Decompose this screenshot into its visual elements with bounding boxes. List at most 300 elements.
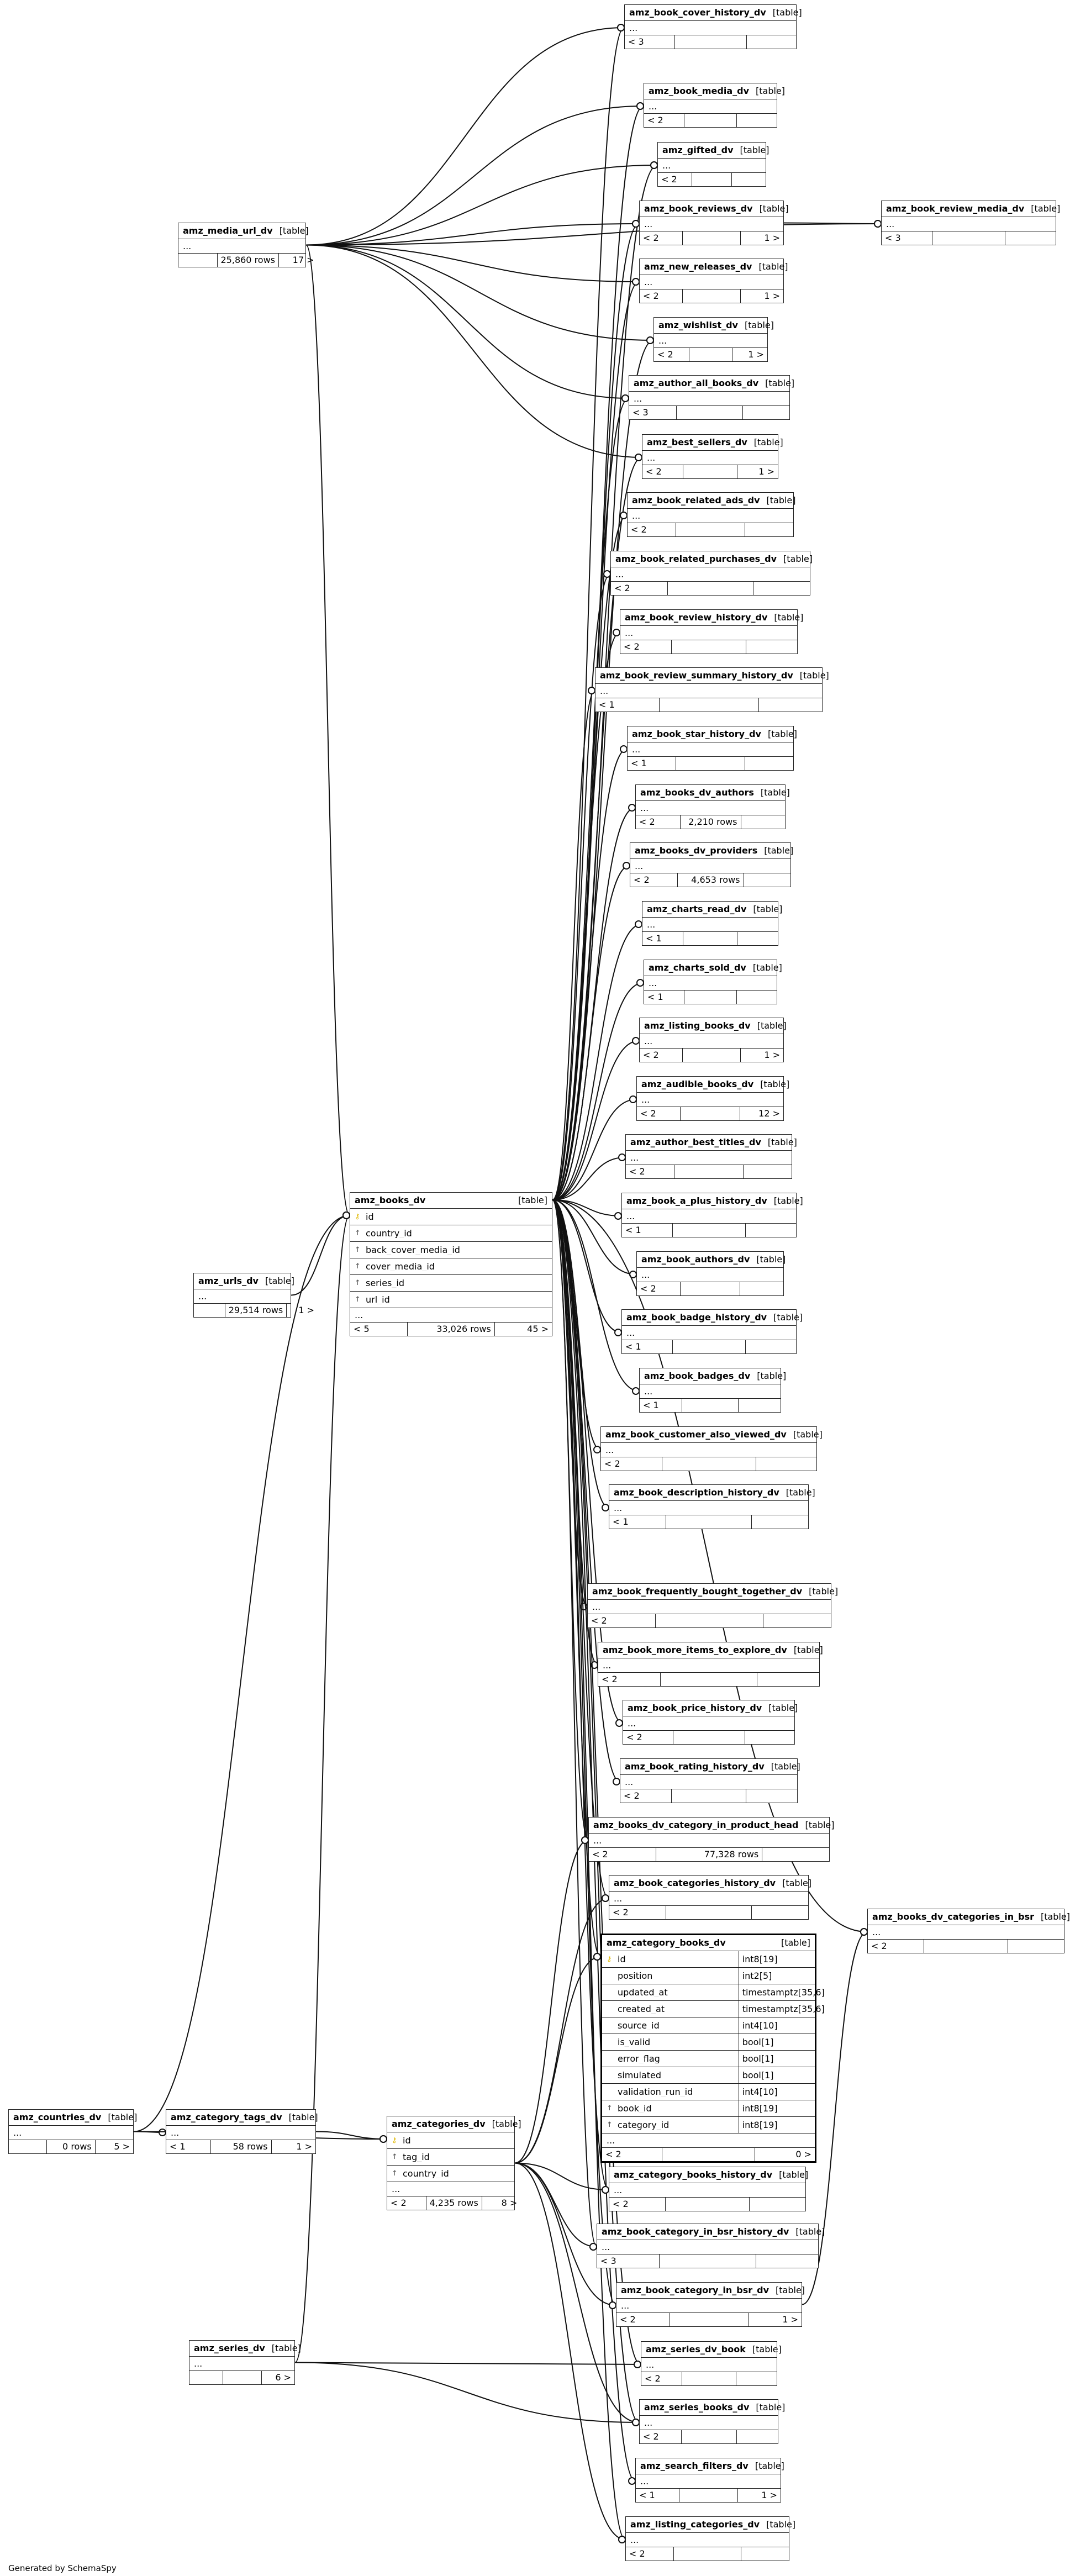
table-name[interactable]: amz_category_tags_dv — [171, 2112, 282, 2122]
row-count: 0 rows — [46, 2140, 96, 2153]
outgoing-relationships-count — [747, 35, 797, 49]
row-count — [666, 1906, 752, 1919]
table-type-tag: [table] — [805, 1820, 835, 1830]
table-footer — [628, 523, 793, 536]
row-count — [670, 2313, 749, 2326]
column-name-cell — [350, 1262, 552, 1271]
incoming-relationships-count: < 1 — [646, 933, 662, 944]
table-header — [622, 1310, 803, 1326]
columns-collapsed-ellipsis: ... — [640, 275, 783, 289]
table-name[interactable]: amz_book_price_history_dv — [628, 1703, 762, 1713]
columns-collapsed-ellipsis: ... — [597, 2240, 818, 2254]
row-count — [676, 757, 745, 770]
table-name[interactable]: amz_books_dv_providers — [635, 845, 758, 856]
table-node-amz-media-url-dv[interactable] — [178, 223, 314, 267]
table-node-amz-listing-books-dv[interactable] — [639, 1018, 787, 1062]
table-type-tag: [table] — [782, 1878, 812, 1888]
table-name[interactable]: amz_book_description_history_dv — [614, 1487, 779, 1498]
table-header — [630, 843, 794, 859]
outgoing-relationships-count — [745, 757, 793, 770]
table-header — [611, 551, 813, 567]
row-count — [671, 1789, 746, 1803]
table-name[interactable]: amz_book_rating_history_dv — [625, 1761, 765, 1772]
relationship-line — [306, 245, 653, 341]
table-name[interactable]: amz_book_badge_history_dv — [626, 1312, 767, 1323]
column-type: timestamptz[35,6] — [739, 1984, 825, 2000]
column-row[interactable] — [350, 1292, 552, 1308]
table-header — [640, 2400, 786, 2416]
table-name[interactable]: amz_series_dv — [194, 2343, 265, 2353]
outgoing-relationships-count — [756, 2254, 818, 2268]
column-name-cell — [602, 2038, 739, 2047]
table-name[interactable]: amz_book_related_ads_dv — [632, 495, 760, 505]
table-header — [625, 5, 802, 21]
table-footer — [640, 1399, 781, 1412]
crowsfoot-marker — [629, 2478, 635, 2484]
table-node-amz-book-review-history-dv[interactable] — [620, 609, 804, 654]
columns-collapsed-ellipsis: ... — [588, 1600, 831, 1614]
table-node-amz-book-star-history-dv[interactable] — [627, 726, 797, 771]
outgoing-relationships-count — [759, 698, 823, 712]
table-type-tag: [table] — [768, 1703, 798, 1713]
incoming-relationships-count: < 2 — [640, 1108, 656, 1119]
table-name[interactable]: amz_book_cover_history_dv — [629, 7, 766, 18]
table-node-amz-books-dv-authors[interactable] — [635, 784, 790, 829]
row-count — [671, 640, 746, 654]
column-name-cell — [602, 2088, 739, 2096]
row-count: 2,210 rows — [680, 815, 741, 829]
table-node-amz-book-related-ads-dv[interactable] — [627, 492, 794, 537]
table-node-amz-gifted-dv[interactable] — [657, 142, 769, 187]
table-name[interactable]: amz_book_review_summary_history_dv — [600, 670, 793, 681]
column-row[interactable] — [602, 2001, 825, 2017]
table-node-amz-wishlist-dv[interactable] — [653, 317, 774, 362]
table-node-amz-book-category-in-bsr-dv[interactable] — [616, 2282, 805, 2327]
table-footer — [629, 406, 789, 419]
table-name[interactable]: amz_book_review_media_dv — [886, 203, 1025, 214]
incoming-relationships-count: < 2 — [614, 583, 630, 593]
crowsfoot-marker — [620, 746, 627, 752]
incoming-relationships-count: < 2 — [613, 1907, 629, 1917]
relationship-line — [306, 245, 350, 1216]
row-count — [666, 1515, 752, 1529]
table-node-amz-book-a-plus-history-dv[interactable] — [621, 1193, 803, 1237]
columns-collapsed-ellipsis: ... — [609, 1501, 808, 1515]
columns-collapsed-ellipsis: ... — [598, 1658, 819, 1673]
table-node-amz-book-categories-history-dv[interactable] — [609, 1875, 812, 1920]
table-name[interactable]: amz_media_url_dv — [183, 225, 273, 236]
table-header — [622, 1193, 803, 1209]
columns-collapsed-ellipsis: ... — [622, 1326, 796, 1340]
column-row[interactable] — [602, 2100, 815, 2117]
table-header — [642, 435, 783, 451]
row-count — [684, 114, 737, 127]
table-node-amz-category-books-history-dv[interactable] — [609, 2167, 809, 2211]
columns-collapsed-ellipsis: ... — [644, 976, 777, 991]
table-type-tag: [table] — [740, 145, 769, 155]
table-footer — [630, 873, 790, 887]
incoming-relationships-count: < 1 — [599, 699, 615, 710]
table-type-tag: [table] — [774, 612, 804, 623]
column-name-cell — [602, 2104, 739, 2113]
table-header — [597, 2224, 825, 2240]
outgoing-relationships-count — [746, 1224, 796, 1237]
table-node-amz-book-description-history-dv[interactable] — [609, 1484, 815, 1529]
incoming-relationships-count: < 2 — [604, 1458, 620, 1469]
table-type-tag: [table] — [764, 845, 794, 856]
outgoing-relationships-count — [744, 1165, 792, 1178]
incoming-relationships-count: < 2 — [391, 2198, 407, 2208]
foreign-key-icon: ↑ — [607, 2121, 613, 2129]
crowsfoot-marker — [343, 1212, 350, 1219]
table-node-amz-search-filters-dv[interactable] — [635, 2458, 784, 2503]
table-node-amz-book-rating-history-dv[interactable] — [620, 1758, 798, 1803]
table-type-tag: [table] — [783, 554, 813, 564]
table-node-amz-charts-read-dv[interactable] — [642, 901, 783, 946]
table-name[interactable]: amz_series_books_dv — [644, 2402, 750, 2412]
column-row[interactable] — [602, 1984, 825, 2001]
crowsfoot-marker — [582, 1837, 588, 1843]
table-header — [609, 2167, 809, 2183]
table-node-amz-book-media-dv[interactable] — [644, 83, 786, 128]
relationship-line — [291, 1215, 350, 1295]
outgoing-relationships-count — [762, 1848, 829, 1861]
columns-collapsed-ellipsis: ... — [626, 2533, 789, 2547]
table-node-amz-book-more-items-to-explore-dv[interactable] — [598, 1642, 823, 1687]
outgoing-relationships-count — [737, 114, 777, 127]
outgoing-relationships-count — [763, 1614, 831, 1627]
table-node-amz-author-all-books-dv[interactable] — [629, 375, 795, 420]
relationship-line — [295, 2363, 639, 2423]
table-name[interactable]: amz_wishlist_dv — [658, 320, 738, 330]
table-name[interactable]: amz_audible_books_dv — [641, 1079, 754, 1089]
table-node-amz-book-customer-also-viewed-dv[interactable] — [600, 1426, 823, 1471]
columns-collapsed-ellipsis: ... — [640, 1384, 781, 1399]
outgoing-relationships-count — [744, 873, 791, 887]
table-node-amz-book-review-summary-history-dv[interactable] — [595, 667, 829, 712]
table-node-amz-new-releases-dv[interactable] — [639, 259, 788, 303]
column-row[interactable] — [350, 1242, 552, 1258]
columns-collapsed-ellipsis: ... — [642, 918, 778, 932]
table-name[interactable]: amz_series_dv_book — [646, 2344, 746, 2354]
table-node-amz-book-reviews-dv[interactable] — [639, 201, 789, 245]
table-name[interactable]: amz_listing_books_dv — [644, 1020, 751, 1031]
table-header — [609, 1876, 812, 1892]
table-node-amz-book-authors-dv[interactable] — [636, 1251, 784, 1296]
table-type-tag: [table] — [793, 1645, 823, 1655]
table-name[interactable]: amz_best_sellers_dv — [647, 437, 747, 447]
table-type-tag: [table] — [757, 1020, 787, 1031]
outgoing-relationships-count: 1 > — [758, 466, 774, 477]
row-count — [674, 35, 747, 49]
table-header — [609, 1485, 815, 1501]
foreign-key-icon: ↑ — [392, 2153, 398, 2161]
outgoing-relationships-count: 8 > — [501, 2198, 518, 2208]
table-footer — [644, 991, 777, 1004]
table-type-tag: [table] — [265, 1276, 294, 1286]
column-row[interactable] — [602, 2067, 815, 2084]
columns-collapsed-ellipsis: ... — [629, 392, 789, 406]
table-name[interactable]: amz_books_dv — [355, 1195, 426, 1205]
column-row[interactable] — [602, 2117, 815, 2134]
foreign-key-icon: ↑ — [355, 1246, 361, 1254]
column-name: url_id — [366, 1295, 390, 1304]
table-name[interactable]: amz_charts_sold_dv — [649, 962, 746, 973]
columns-collapsed-ellipsis: ... — [166, 2126, 315, 2140]
table-type-tag: [table] — [760, 787, 790, 798]
table-name[interactable]: amz_book_categories_history_dv — [614, 1878, 776, 1888]
column-row[interactable] — [602, 1968, 815, 1984]
table-name[interactable]: amz_charts_read_dv — [647, 904, 747, 914]
table-name[interactable]: amz_book_star_history_dv — [632, 729, 761, 739]
outgoing-relationships-count — [756, 1457, 817, 1471]
crowsfoot-marker — [632, 1388, 639, 1394]
incoming-relationships-count: < 1 — [643, 1400, 659, 1410]
table-name[interactable]: amz_countries_dv — [13, 2112, 102, 2122]
table-footer — [588, 1614, 831, 1627]
table-name[interactable]: amz_book_review_history_dv — [625, 612, 768, 623]
column-type: int4[10] — [739, 2084, 815, 2100]
table-header — [868, 1909, 1070, 1925]
table-node-amz-book-price-history-dv[interactable] — [623, 1700, 798, 1745]
row-count — [682, 231, 741, 245]
row-count — [673, 2547, 742, 2561]
columns-collapsed-ellipsis: ... — [595, 684, 822, 698]
table-node-amz-series-dv-book[interactable] — [641, 2341, 782, 2386]
table-node-amz-book-badges-dv[interactable] — [639, 1368, 787, 1413]
column-name: cover_media_id — [366, 1262, 435, 1271]
table-type-tag: [table] — [772, 7, 802, 18]
outgoing-relationships-count: 1 > — [761, 2490, 777, 2500]
table-type-tag: [table] — [759, 203, 789, 214]
table-type-tag: [table] — [492, 2119, 521, 2129]
column-name: country_id — [403, 2169, 449, 2178]
table-node-amz-urls-dv[interactable] — [193, 1273, 315, 1318]
table-node-amz-book-review-media-dv[interactable] — [881, 201, 1061, 245]
table-node-amz-books-dv-categories-in-bsr[interactable] — [867, 1909, 1070, 1953]
table-footer — [622, 1224, 796, 1237]
crowsfoot-marker — [620, 512, 627, 519]
column-row[interactable] — [350, 1225, 552, 1242]
crowsfoot-marker — [635, 454, 642, 461]
incoming-relationships-count: < 2 — [602, 1674, 618, 1684]
table-name[interactable]: amz_book_category_in_bsr_history_dv — [602, 2226, 789, 2237]
column-name: error_flag — [618, 2054, 660, 2063]
crowsfoot-marker — [622, 395, 629, 402]
incoming-relationships-count: < 1 — [639, 2490, 655, 2500]
column-row[interactable] — [602, 2051, 815, 2067]
column-name: back_cover_media_id — [366, 1245, 460, 1255]
table-name[interactable]: amz_book_related_purchases_dv — [615, 554, 777, 564]
table-node-amz-category-books-dv[interactable] — [600, 1934, 825, 2163]
table-name[interactable]: amz_books_dv_authors — [640, 787, 754, 798]
table-footer — [611, 582, 810, 595]
outgoing-relationships-count — [746, 1340, 796, 1353]
table-header — [628, 726, 797, 742]
table-header — [623, 1700, 798, 1716]
table-name[interactable]: amz_book_authors_dv — [641, 1254, 750, 1265]
crowsfoot-marker — [629, 804, 635, 811]
table-node-amz-series-books-dv[interactable] — [639, 2399, 786, 2444]
table-node-amz-books-dv-category-in-product-head[interactable] — [588, 1817, 835, 1862]
table-name[interactable]: amz_books_dv_categories_in_bsr — [872, 1911, 1034, 1922]
column-row[interactable] — [387, 2132, 514, 2149]
table-name[interactable]: amz_book_more_items_to_explore_dv — [603, 1645, 787, 1655]
incoming-relationships-count: < 2 — [624, 1790, 640, 1801]
column-name: tag_id — [403, 2152, 430, 2162]
row-count — [932, 231, 1006, 245]
table-header — [641, 2342, 782, 2358]
row-count — [682, 1399, 739, 1412]
table-node-amz-author-best-titles-dv[interactable] — [625, 1134, 797, 1179]
incoming-relationships-count — [178, 254, 217, 267]
columns-collapsed-ellipsis: ... — [882, 217, 1056, 231]
incoming-relationships-count: < 1 — [170, 2141, 186, 2152]
outgoing-relationships-count — [752, 1515, 808, 1529]
row-count: 4,235 rows — [426, 2196, 482, 2210]
columns-collapsed-ellipsis: ... — [601, 1443, 816, 1457]
column-name-cell — [602, 1988, 739, 1997]
column-name-cell — [350, 1279, 552, 1288]
table-node-amz-best-sellers-dv[interactable] — [642, 434, 783, 479]
column-type: bool[1] — [739, 2067, 815, 2083]
columns-collapsed-ellipsis: ... — [623, 1716, 794, 1731]
crowsfoot-marker — [874, 220, 881, 227]
columns-collapsed-ellipsis: ... — [637, 1093, 783, 1107]
relationship-line — [306, 224, 881, 245]
table-node-amz-countries-dv[interactable] — [8, 2109, 138, 2154]
table-name[interactable]: amz_author_best_titles_dv — [630, 1137, 761, 1147]
crowsfoot-marker — [632, 278, 639, 285]
columns-collapsed-ellipsis: ... — [626, 1151, 792, 1165]
table-name[interactable]: amz_book_badges_dv — [644, 1371, 751, 1381]
columns-collapsed-ellipsis: ... — [609, 2183, 805, 2198]
incoming-relationships-count: < 3 — [632, 407, 649, 418]
table-footer — [598, 1673, 819, 1686]
table-footer — [616, 2313, 802, 2326]
crowsfoot-marker — [609, 2302, 616, 2309]
table-name[interactable]: amz_book_media_dv — [649, 86, 749, 96]
incoming-relationships-count: < 2 — [634, 875, 650, 885]
column-row[interactable] — [350, 1209, 552, 1225]
table-name[interactable]: amz_gifted_dv — [662, 145, 734, 155]
column-row[interactable] — [602, 1951, 815, 1968]
table-node-amz-book-category-in-bsr-history-dv[interactable] — [597, 2224, 825, 2268]
column-name-cell — [350, 1295, 552, 1304]
outgoing-relationships-count — [753, 582, 810, 595]
table-footer — [626, 2547, 789, 2561]
column-name-cell — [602, 1955, 739, 1964]
row-count — [672, 1340, 746, 1353]
table-node-amz-book-badge-history-dv[interactable] — [621, 1309, 803, 1354]
table-type-tag: [table] — [756, 86, 786, 96]
outgoing-relationships-count — [1005, 231, 1056, 245]
table-footer — [9, 2140, 133, 2153]
table-node-amz-category-tags-dv[interactable] — [166, 2109, 316, 2154]
column-name-cell — [602, 2071, 739, 2080]
columns-collapsed-ellipsis: ... — [628, 742, 793, 757]
relationship-line — [552, 633, 620, 1200]
column-row[interactable] — [350, 1258, 552, 1275]
table-name[interactable]: amz_urls_dv — [198, 1276, 259, 1286]
column-name-cell — [602, 2005, 739, 2014]
table-node-amz-listing-categories-dv[interactable] — [625, 2516, 796, 2561]
column-type: bool[1] — [739, 2051, 815, 2067]
table-node-amz-books-dv[interactable] — [350, 1192, 552, 1336]
column-row[interactable] — [602, 2034, 815, 2051]
column-name: simulated — [618, 2071, 662, 2080]
incoming-relationships-count: < 2 — [639, 816, 655, 827]
outgoing-relationships-count — [745, 1731, 795, 1744]
table-name[interactable]: amz_listing_categories_dv — [630, 2519, 760, 2530]
column-row[interactable] — [602, 2084, 815, 2100]
table-node-amz-book-cover-history-dv[interactable] — [624, 4, 802, 49]
table-name[interactable]: amz_book_frequently_bought_together_dv — [592, 1586, 803, 1597]
columns-collapsed-ellipsis: ... — [620, 626, 797, 640]
outgoing-relationships-count — [757, 1673, 819, 1686]
crowsfoot-marker — [602, 1504, 609, 1511]
column-row[interactable] — [387, 2166, 514, 2182]
table-footer — [626, 1165, 792, 1178]
table-name[interactable]: amz_category_books_dv — [607, 1937, 726, 1948]
table-name[interactable]: amz_books_dv_category_in_product_head — [593, 1820, 799, 1830]
crowsfoot-marker — [602, 2187, 609, 2193]
table-name[interactable]: amz_categories_dv — [392, 2119, 486, 2129]
outgoing-relationships-count — [746, 640, 797, 654]
columns-collapsed-ellipsis: ... — [640, 1034, 783, 1049]
table-name[interactable]: amz_book_reviews_dv — [644, 203, 753, 214]
table-node-amz-books-dv-providers[interactable] — [630, 842, 794, 887]
table-footer — [636, 2489, 781, 2502]
table-node-amz-series-dv[interactable] — [189, 2340, 301, 2385]
table-node-amz-categories-dv[interactable] — [387, 2116, 521, 2210]
table-name[interactable]: amz_author_all_books_dv — [634, 378, 759, 388]
table-header — [194, 1273, 294, 1289]
table-name[interactable]: amz_book_customer_also_viewed_dv — [605, 1429, 787, 1440]
table-name[interactable]: amz_category_books_history_dv — [614, 2169, 773, 2180]
columns-collapsed-ellipsis: ... — [628, 509, 793, 523]
table-name[interactable]: amz_book_category_in_bsr_dv — [621, 2285, 769, 2295]
crowsfoot-marker — [159, 2129, 166, 2136]
outgoing-relationships-count — [739, 1399, 781, 1412]
outgoing-relationships-count — [737, 932, 778, 945]
column-row[interactable] — [350, 1275, 552, 1292]
table-header — [636, 785, 790, 801]
column-row[interactable] — [387, 2149, 514, 2166]
table-type-tag: [table] — [753, 437, 783, 447]
row-count — [665, 2198, 750, 2211]
row-count: 29,514 rows — [225, 1304, 287, 1317]
table-footer — [640, 231, 783, 245]
table-node-amz-book-frequently-bought-together-dv[interactable] — [587, 1583, 839, 1628]
primary-key-icon: ⚷ — [355, 1213, 360, 1221]
table-name[interactable]: amz_book_a_plus_history_dv — [626, 1195, 767, 1206]
table-node-amz-book-related-purchases-dv[interactable] — [610, 551, 813, 596]
table-header — [658, 143, 769, 159]
relationship-line — [552, 691, 595, 1200]
table-name[interactable]: amz_search_filters_dv — [640, 2461, 749, 2471]
incoming-relationships-count: < 1 — [625, 1341, 641, 1352]
table-node-amz-charts-sold-dv[interactable] — [644, 960, 782, 1004]
table-footer — [609, 2198, 805, 2211]
table-footer — [658, 173, 766, 186]
column-row[interactable] — [602, 2017, 815, 2034]
table-name[interactable]: amz_new_releases_dv — [644, 261, 752, 272]
incoming-relationships-count: < 2 — [646, 466, 662, 477]
outgoing-relationships-count: 45 > — [527, 1324, 549, 1334]
table-node-amz-audible-books-dv[interactable] — [636, 1076, 790, 1121]
column-name-cell — [602, 2055, 739, 2063]
